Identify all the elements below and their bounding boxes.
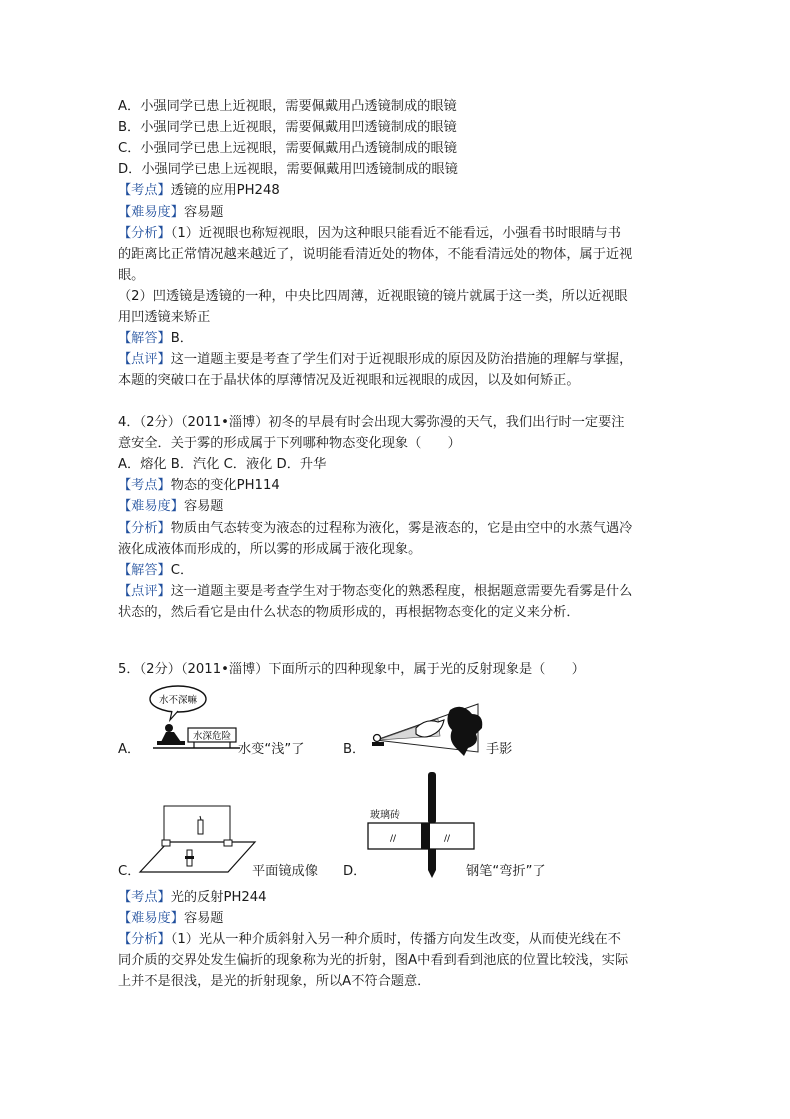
q5-fenxi-line1 bbox=[118, 930, 621, 950]
kaodian-text: 物态的变化PH114 bbox=[170, 478, 280, 493]
q3-fenxi-line1 bbox=[118, 224, 621, 244]
kaodian-text: 透镜的应用PH248 bbox=[170, 183, 280, 198]
figure-d-pen-glass-block bbox=[366, 770, 476, 882]
q3-fenxi-line3: 眼。 bbox=[118, 268, 145, 283]
jieda-text: C． bbox=[170, 563, 194, 578]
svg-text://: // bbox=[444, 834, 451, 844]
q3-dianping-line2: 本题的突破口在于晶状体的厚薄情况及近视眼和远视眼的成因，以及如何矫正。 bbox=[118, 373, 580, 388]
q4-stem-line1: 4．（2分）（2011•淄博）初冬的早晨有时会出现大雾弥漫的天气，我们出行时一定要注 bbox=[118, 415, 625, 430]
q4-dianping-line1 bbox=[118, 582, 632, 602]
q3-fenxi-line4: （2）凹透镜是透镜的一种，中央比四周薄，近视眼镜的镜片就属于这一类，所以近视眼 bbox=[118, 289, 628, 304]
q4-options: A．熔化 B．汽化 C．液化 D．升华 bbox=[118, 457, 327, 472]
kaodian-text: 光的反射PH244 bbox=[170, 890, 267, 905]
q3-option-d: D．小强同学已患上远视眼，需要佩戴用凹透镜制成的眼镜 bbox=[118, 162, 458, 177]
dianping-text: 这一道题主要是考查了学生们对于近视眼形成的原因及防治措施的理解与掌握， bbox=[170, 352, 633, 367]
nanyidu-tag: 【难易度】 bbox=[118, 205, 184, 220]
q5-option-c-caption: 平面镜成像 bbox=[252, 864, 318, 879]
q4-fenxi-line2: 液化成液体而形成的，所以雾的形成属于液化现象。 bbox=[118, 542, 422, 557]
kaodian-tag: 【考点】 bbox=[118, 478, 171, 493]
q3-fenxi-line5: 用凹透镜来矫正 bbox=[118, 310, 211, 325]
nanyidu-text: 容易题 bbox=[183, 911, 224, 926]
q4-fenxi-line1 bbox=[118, 519, 632, 539]
nanyidu-text: 容易题 bbox=[183, 205, 224, 220]
nanyidu-tag: 【难易度】 bbox=[118, 499, 184, 514]
q3-option-c: C．小强同学已患上远视眼，需要佩戴用凸透镜制成的眼镜 bbox=[118, 141, 457, 156]
q3-jieda bbox=[118, 329, 193, 349]
q3-dianping-line1 bbox=[118, 350, 632, 370]
q5-option-d-letter: D． bbox=[343, 864, 367, 879]
q4-stem-line2: 意安全．关于雾的形成属于下列哪种物态变化现象（ ） bbox=[118, 436, 461, 451]
nanyidu-text: 容易题 bbox=[183, 499, 224, 514]
q3-nanyidu bbox=[118, 203, 224, 223]
q4-jieda bbox=[118, 561, 193, 581]
q5-option-b-caption: 手影 bbox=[486, 742, 513, 757]
figure-b-hand-shadow bbox=[368, 700, 488, 760]
bubble-text: 水不深嘛 bbox=[158, 695, 198, 706]
dianping-tag: 【点评】 bbox=[118, 352, 171, 367]
kaodian-tag: 【考点】 bbox=[118, 183, 171, 198]
glass-brick-label: 玻璃砖 bbox=[370, 810, 400, 821]
jieda-tag: 【解答】 bbox=[118, 563, 171, 578]
q5-option-a-letter: A． bbox=[118, 742, 141, 757]
fenxi-text: 物质由气态转变为液态的过程称为液化，雾是液态的，它是由空中的水蒸气遇冷 bbox=[170, 521, 633, 536]
svg-text://: // bbox=[390, 834, 397, 844]
jieda-tag: 【解答】 bbox=[118, 331, 171, 346]
dianping-text: 这一道题主要是考查学生对于物态变化的熟悉程度，根据题意需要先看雾是什么 bbox=[170, 584, 633, 599]
figure-c-plane-mirror bbox=[138, 800, 258, 876]
fenxi-tag: 【分析】 bbox=[118, 521, 171, 536]
dianping-tag: 【点评】 bbox=[118, 584, 171, 599]
jieda-text: B． bbox=[170, 331, 193, 346]
figure-a-shallow-water bbox=[148, 684, 243, 756]
fenxi-text: （1）近视眼也称短视眼，因为这种眼只能看近不能看远，小强看书时眼睛与书 bbox=[170, 226, 621, 241]
q5-option-b-letter: B． bbox=[343, 742, 366, 757]
q5-kaodian bbox=[118, 888, 267, 908]
fenxi-tag: 【分析】 bbox=[118, 932, 171, 947]
q3-option-a: A．小强同学已患上近视眼，需要佩戴用凸透镜制成的眼镜 bbox=[118, 99, 457, 114]
q5-fenxi-line3: 上并不是很浅，是光的折射现象，所以A不符合题意． bbox=[118, 974, 431, 989]
q5-fenxi-line2: 同介质的交界处发生偏折的现象称为光的折射，图A中看到看到池底的位置比较浅，实际 bbox=[118, 953, 629, 968]
q5-option-d-caption: 钢笔“弯折”了 bbox=[466, 864, 546, 879]
q5-option-a-caption: 水变“浅”了 bbox=[238, 742, 305, 757]
q5-option-c-letter: C． bbox=[118, 864, 141, 879]
q4-nanyidu bbox=[118, 497, 224, 517]
q5-stem: 5．（2分）（2011•淄博）下面所示的四种现象中，属于光的反射现象是（ ） bbox=[118, 662, 585, 677]
q3-kaodian bbox=[118, 181, 280, 201]
q5-nanyidu bbox=[118, 909, 224, 929]
q3-option-b: B．小强同学已患上近视眼，需要佩戴用凹透镜制成的眼镜 bbox=[118, 120, 457, 135]
kaodian-tag: 【考点】 bbox=[118, 890, 171, 905]
nanyidu-tag: 【难易度】 bbox=[118, 911, 184, 926]
q4-dianping-line2: 状态的，然后看它是由什么状态的物质形成的，再根据物态变化的定义来分析． bbox=[118, 605, 580, 620]
q4-kaodian bbox=[118, 476, 280, 496]
q3-fenxi-line2: 的距离比正常情况越来越近了，说明能看清近处的物体，不能看清远处的物体，属于近视 bbox=[118, 247, 633, 262]
fenxi-tag: 【分析】 bbox=[118, 226, 171, 241]
fenxi-text: （1）光从一种介质斜射入另一种介质时，传播方向发生改变，从而使光线在不 bbox=[170, 932, 621, 947]
sign-text: 水深危险 bbox=[192, 731, 232, 742]
